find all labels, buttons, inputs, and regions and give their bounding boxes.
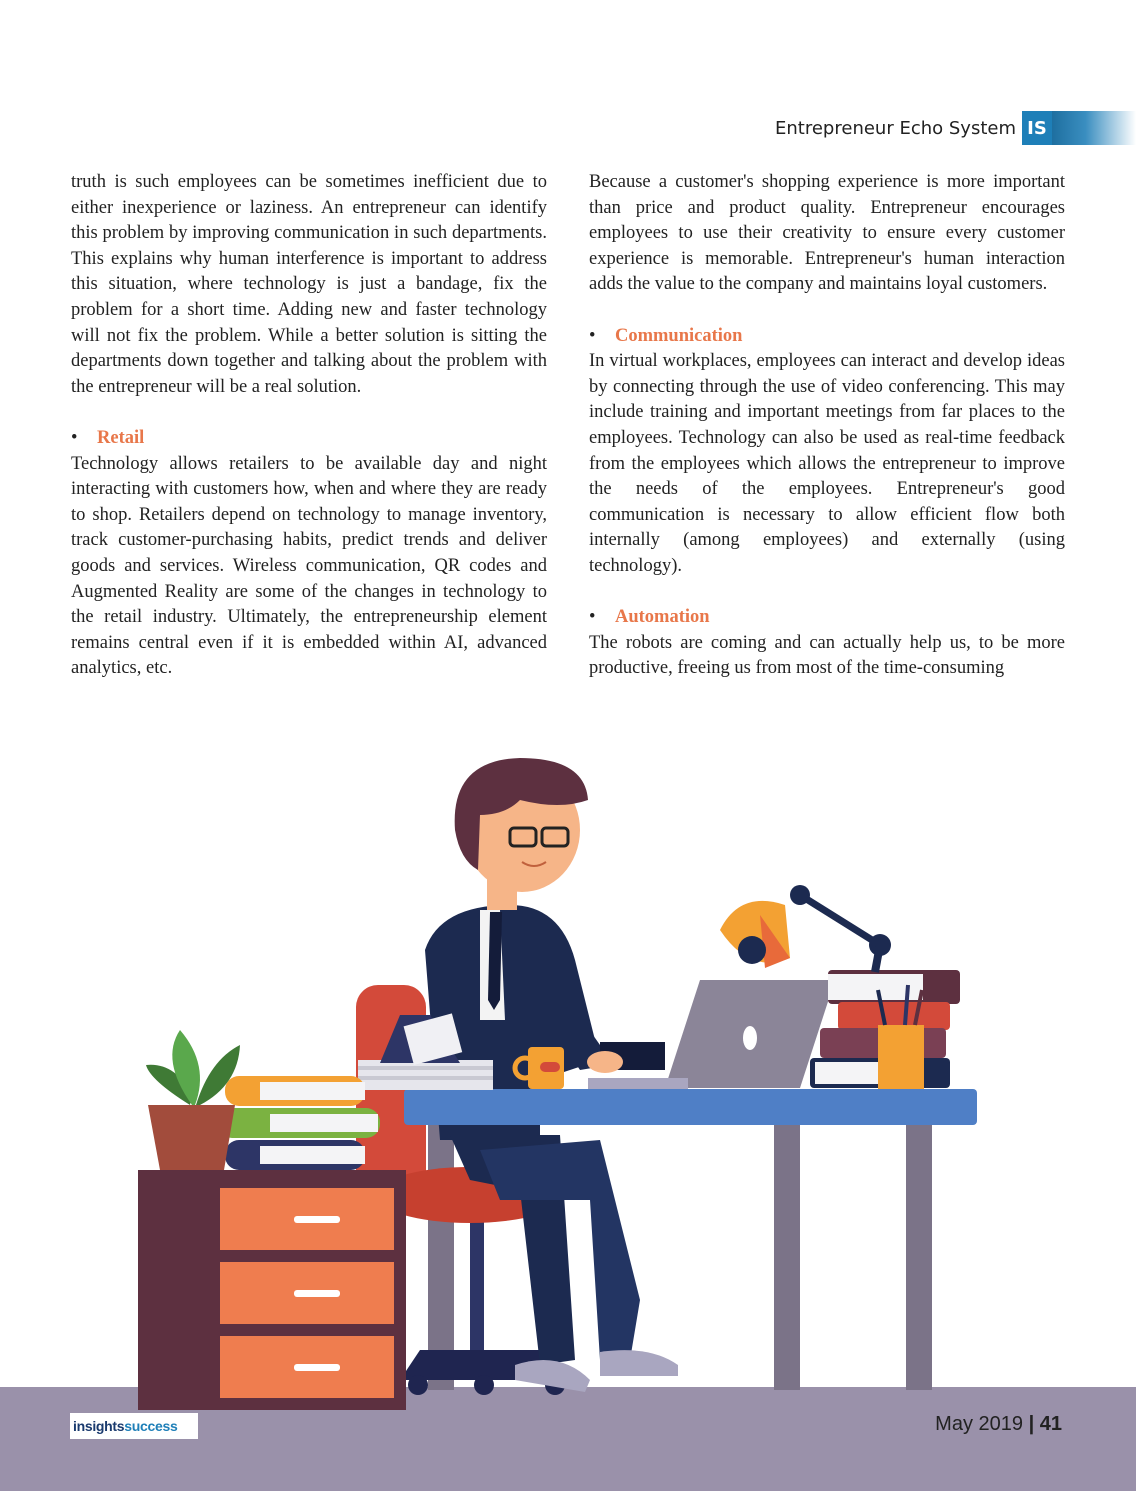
- page-number: 41: [1039, 1413, 1062, 1435]
- header-gradient-bar: [1052, 111, 1136, 145]
- magazine-badge-icon: [1022, 111, 1052, 145]
- running-header: [775, 110, 1136, 146]
- bullet-icon: •: [589, 607, 596, 628]
- heading-automation-label: Automation: [615, 607, 710, 628]
- badge-label: IS: [1027, 117, 1047, 139]
- right-paragraph-automation: The robots are coming and can actually help us, to be more productive, freeing us from most of the time-consuming: [589, 632, 1065, 679]
- logo-accent: success: [124, 1418, 178, 1434]
- heading-retail-label: Retail: [97, 427, 145, 448]
- section-title: Entrepreneur Echo System: [775, 117, 1016, 139]
- left-paragraph-retail: Technology allows retailers to be available day and night interacting with customers how, when and where they are ready to shop. Retailers depend on technology to manage inventory, track customer-purchasing habits, predict trends and deliver goods and services. Wireless communication, QR codes and Augmented Reality are some of the changes in technology to the retail industry. Ultimately, the entrepreneurship element remains central even if it is embedded within AI, advanced analytics, etc.: [71, 453, 547, 679]
- logo-main: insights: [73, 1418, 125, 1434]
- page-separator: |: [1028, 1413, 1035, 1435]
- heading-automation: [589, 605, 1065, 631]
- right-paragraph-communication: In virtual workplaces, employees can interact and develop ideas by connecting through the use of video conferencing. This may include training and important meetings from far places to the employees. Technology can also be used as real-time feedback from the employees which allows the entrepreneur to improve the needs of the employees. Entrepreneur's good communication is necessary to allow efficient flow both internally (among employees) and externally (using technology).: [589, 351, 1065, 576]
- office-worker-illustration: [0, 700, 1136, 1420]
- insights-success-logo: [70, 1413, 198, 1439]
- page-footer-number: [935, 1413, 1062, 1436]
- right-column: [589, 170, 1065, 682]
- heading-retail: [71, 426, 547, 452]
- bullet-icon: •: [589, 325, 596, 346]
- heading-communication-label: Communication: [615, 325, 743, 346]
- right-paragraph-intro: Because a customer's shopping experience is more important than price and product quality. Entrepreneur encourages employees to use their creativity to ensure every customer experience is memorable. Entrepreneur's human interaction adds the value to the company and maintains loyal customers.: [589, 172, 1065, 295]
- issue-date: May 2019: [935, 1413, 1024, 1435]
- left-column: [71, 170, 547, 682]
- bullet-icon: •: [71, 427, 78, 448]
- left-paragraph-intro: truth is such employees can be sometimes inefficient due to either inexperience or laziness. An entrepreneur can identify this problem by improving communication in such departments. This explains why human interference is important to address this situation, where technology is just a bandage, fix the problem for a short time. Adding new and faster technology will not fix the problem. While a better solution is sitting the departments down together and talking about the problem with the entrepreneur will be a real solution.: [71, 172, 547, 397]
- heading-communication: [589, 324, 1065, 350]
